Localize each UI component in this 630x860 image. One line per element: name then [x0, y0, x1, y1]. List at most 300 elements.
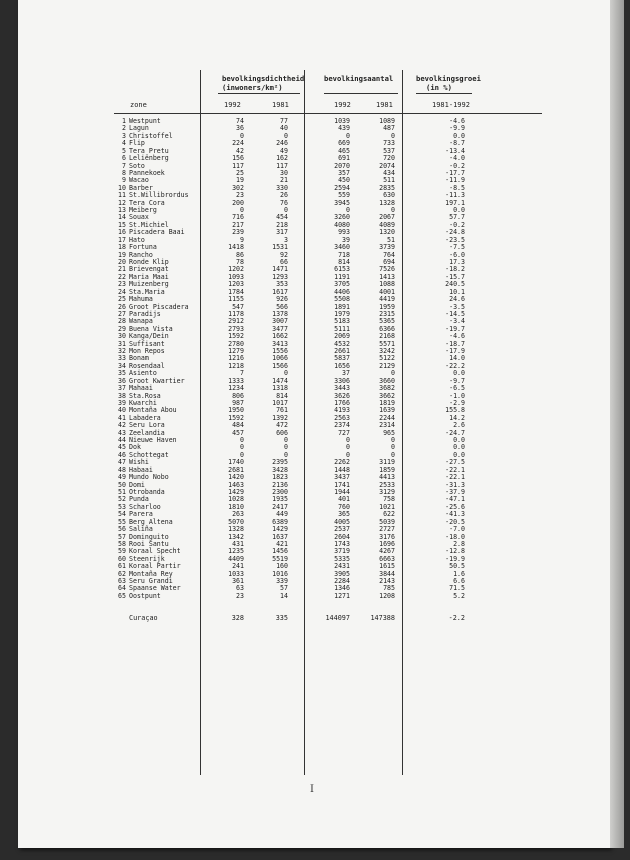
density-1981: 92 — [280, 250, 288, 259]
growth-value: -8.7 — [449, 139, 465, 148]
population-1992: 0 — [346, 131, 350, 140]
total-density-1992: 328 — [231, 614, 244, 622]
row-number: 43 — [118, 428, 126, 437]
table-row — [18, 229, 610, 237]
population-1981: 4413 — [379, 473, 395, 482]
population-1981: 1615 — [379, 562, 395, 571]
growth-value: 14.2 — [449, 413, 465, 422]
population-1992: 3719 — [334, 547, 350, 556]
density-1992: 217 — [232, 220, 244, 229]
zone-name: Schottegat — [129, 450, 169, 459]
growth-value: 2.8 — [453, 539, 465, 548]
growth-value: -24.8 — [445, 228, 465, 237]
population-1981: 2314 — [379, 421, 395, 430]
growth-value: -7.0 — [449, 525, 465, 534]
zone-name: Montaña Abou — [129, 406, 177, 415]
population-1992: 1346 — [334, 584, 350, 593]
zone-header: zone — [130, 101, 147, 109]
population-1992: 3705 — [334, 280, 350, 289]
density-1992: 484 — [232, 421, 244, 430]
population-1981: 5365 — [379, 317, 395, 326]
zone-name: Wanapa — [129, 317, 153, 326]
row-number: 27 — [118, 309, 126, 318]
growth-value: 197.1 — [445, 198, 465, 207]
population-1992: 3437 — [334, 473, 350, 482]
row-number: 12 — [118, 198, 126, 207]
population-1981: 1859 — [379, 465, 395, 474]
population-1992: 3460 — [334, 243, 350, 252]
population-1992: 2069 — [334, 332, 350, 341]
density-1992: 431 — [232, 539, 244, 548]
density-1992: 987 — [232, 398, 244, 407]
table-row — [18, 496, 610, 504]
table-row — [18, 244, 610, 252]
growth-value: -1.0 — [449, 391, 465, 400]
table-row — [18, 355, 610, 363]
density-1981: 3477 — [272, 324, 288, 333]
density-header: bevolkingsdichtheid — [222, 74, 305, 83]
growth-value: 57.7 — [449, 213, 465, 222]
density-1981: 454 — [276, 213, 288, 222]
density-1992: 302 — [232, 183, 244, 192]
zone-name: Kwarchi — [129, 398, 157, 407]
growth-value: 1.6 — [453, 569, 465, 578]
row-number: 51 — [118, 488, 126, 496]
row-number: 33 — [118, 354, 126, 363]
zone-name: Seru Grandi — [129, 577, 173, 586]
density-1981: 1935 — [272, 495, 288, 504]
population-1992: 814 — [338, 257, 350, 266]
growth-value: 50.5 — [449, 562, 465, 571]
population-1992: 2284 — [334, 577, 350, 586]
density-1981: 1556 — [272, 347, 288, 356]
population-1981: 3662 — [379, 391, 395, 400]
row-number: 26 — [118, 302, 126, 311]
growth-value: 0.0 — [453, 131, 465, 140]
row-number: 17 — [118, 235, 126, 244]
density-1992: 1784 — [228, 287, 244, 296]
population-1992: 1656 — [334, 361, 350, 370]
row-number: 1 — [122, 117, 126, 125]
row-number: 5 — [122, 146, 126, 155]
zone-name: Wacao — [129, 176, 149, 185]
population-1981: 2074 — [379, 161, 395, 170]
row-number: 59 — [118, 547, 126, 556]
density-1992: 1093 — [228, 272, 244, 281]
density-1992: 806 — [232, 391, 244, 400]
density-1981: 162 — [276, 154, 288, 163]
population-1992: 727 — [338, 428, 350, 437]
growth-value: -41.3 — [445, 510, 465, 519]
population-1981: 965 — [383, 428, 395, 437]
table-row — [18, 437, 610, 445]
population-1992: 559 — [338, 191, 350, 200]
zone-name: Rancho — [129, 250, 153, 259]
table-row — [18, 363, 610, 371]
density-1992: 716 — [232, 213, 244, 222]
density-1981: 1617 — [272, 287, 288, 296]
row-number: 13 — [118, 206, 126, 215]
growth-value: -17.7 — [445, 168, 465, 177]
population-1992: 1743 — [334, 539, 350, 548]
density-1992: 1420 — [228, 473, 244, 482]
growth-value: -0.2 — [449, 161, 465, 170]
density-1981: 1474 — [272, 376, 288, 385]
table-row — [18, 170, 610, 178]
population-1992: 718 — [338, 250, 350, 259]
growth-value: -3.5 — [449, 302, 465, 311]
table-row — [18, 541, 610, 549]
growth-value: -12.8 — [445, 547, 465, 556]
population-1981: 2727 — [379, 525, 395, 534]
row-number: 34 — [118, 361, 126, 370]
density-1992: 1592 — [228, 413, 244, 422]
table-row — [18, 289, 610, 297]
population-1981: 2168 — [379, 332, 395, 341]
density-1981: 3428 — [272, 465, 288, 474]
zone-name: Wishi — [129, 458, 149, 467]
row-number: 38 — [118, 391, 126, 400]
growth-value: 0.0 — [453, 436, 465, 445]
density-1981: 1566 — [272, 361, 288, 370]
density-1981: 40 — [280, 124, 288, 133]
table-row — [18, 266, 610, 274]
row-number: 6 — [122, 154, 126, 163]
population-underline — [324, 93, 398, 94]
growth-value: -22.1 — [445, 465, 465, 474]
density-1992: 1342 — [228, 532, 244, 541]
table-row — [18, 214, 610, 222]
growth-value: 0.0 — [453, 450, 465, 459]
zone-name: Groot Kwartier — [129, 376, 185, 385]
growth-value: -6.0 — [449, 250, 465, 259]
density-1992: 42 — [236, 146, 244, 155]
zone-name: Souax — [129, 213, 149, 222]
growth-value: -9.9 — [449, 124, 465, 133]
table-row — [18, 511, 610, 519]
density-1992: 457 — [232, 428, 244, 437]
zone-name: Pannekoek — [129, 168, 165, 177]
zone-name: Koraal Partir — [129, 562, 181, 571]
row-number: 44 — [118, 436, 126, 445]
row-number: 40 — [118, 406, 126, 415]
zone-name: Montaña Rey — [129, 569, 173, 578]
growth-value: 24.6 — [449, 295, 465, 304]
row-number: 23 — [118, 280, 126, 289]
growth-value: 240.5 — [445, 280, 465, 289]
growth-value: -4.0 — [449, 154, 465, 163]
population-1992: 2070 — [334, 161, 350, 170]
density-1992: 1028 — [228, 495, 244, 504]
row-number: 39 — [118, 398, 126, 407]
row-number: 54 — [118, 510, 126, 519]
density-1992: 241 — [232, 562, 244, 571]
population-1992: 3260 — [334, 213, 350, 222]
population-1981: 511 — [383, 176, 395, 185]
growth-value: 0.0 — [453, 369, 465, 378]
population-1981: 3844 — [379, 569, 395, 578]
zone-name: Tera Pretu — [129, 146, 169, 155]
density-1992: 1429 — [228, 488, 244, 496]
population-1981: 0 — [391, 369, 395, 378]
density-1981: 246 — [276, 139, 288, 148]
population-1981: 5122 — [379, 354, 395, 363]
density-1992: 239 — [232, 228, 244, 237]
population-1981: 2129 — [379, 361, 395, 370]
growth-value: -8.5 — [449, 183, 465, 192]
growth-value: -18.0 — [445, 532, 465, 541]
density-1992: 1178 — [228, 309, 244, 318]
zone-name: Leliënberg — [129, 154, 169, 163]
density-1992: 0 — [240, 443, 244, 452]
zone-name: Spaanse Water — [129, 584, 181, 593]
row-number: 61 — [118, 562, 126, 571]
population-1981: 758 — [383, 495, 395, 504]
table-row — [18, 534, 610, 542]
population-1981: 2315 — [379, 309, 395, 318]
density-1992: 25 — [236, 168, 244, 177]
table-row — [18, 348, 610, 356]
population-1981: 0 — [391, 450, 395, 459]
population-1992: 0 — [346, 436, 350, 445]
density-1992-header: 1992 — [224, 101, 241, 109]
growth-value: 14.0 — [449, 354, 465, 363]
row-number: 10 — [118, 183, 126, 192]
zone-name: Paradijs — [129, 309, 161, 318]
density-1981: 2300 — [272, 488, 288, 496]
row-number: 45 — [118, 443, 126, 452]
zone-name: Domi — [129, 480, 145, 489]
density-1981: 1823 — [272, 473, 288, 482]
population-1992: 450 — [338, 176, 350, 185]
row-number: 28 — [118, 317, 126, 326]
density-1992: 0 — [240, 436, 244, 445]
population-1992: 6153 — [334, 265, 350, 274]
population-1992: 4005 — [334, 517, 350, 526]
density-1992: 1418 — [228, 243, 244, 252]
population-1981: 4419 — [379, 295, 395, 304]
population-1981: 4267 — [379, 547, 395, 556]
density-1992: 4409 — [228, 554, 244, 563]
table-row — [18, 548, 610, 556]
density-1981: 926 — [276, 295, 288, 304]
growth-value: -11.9 — [445, 176, 465, 185]
table-row — [18, 259, 610, 267]
population-1992: 669 — [338, 139, 350, 148]
table-row — [18, 467, 610, 475]
density-1981: 30 — [280, 168, 288, 177]
row-number: 11 — [118, 191, 126, 200]
table-row — [18, 526, 610, 534]
growth-value: -19.9 — [445, 554, 465, 563]
population-1981: 6663 — [379, 554, 395, 563]
density-unit: (inwoners/km²) — [222, 83, 283, 92]
population-1992: 0 — [346, 206, 350, 215]
total-density-1981: 335 — [275, 614, 288, 622]
header-rule — [114, 113, 542, 114]
growth-unit: (in %) — [426, 83, 452, 92]
growth-value: -22.1 — [445, 473, 465, 482]
zone-name: Nieuwe Haven — [129, 436, 177, 445]
zone-name: Rosendaal — [129, 361, 165, 370]
table-row — [18, 333, 610, 341]
population-1981: 1696 — [379, 539, 395, 548]
density-1992: 74 — [236, 117, 244, 125]
zone-name: Mahaai — [129, 384, 153, 393]
density-1992: 2780 — [228, 339, 244, 348]
zone-name: Fortuna — [129, 243, 157, 252]
growth-value: -37.9 — [445, 488, 465, 496]
population-1981: 5039 — [379, 517, 395, 526]
growth-value: -27.5 — [445, 458, 465, 467]
growth-value: -11.3 — [445, 191, 465, 200]
zone-name: Piscadera Baai — [129, 228, 185, 237]
population-1981: 764 — [383, 250, 395, 259]
table-row — [18, 304, 610, 312]
population-1981: 2067 — [379, 213, 395, 222]
growth-value: 17.3 — [449, 257, 465, 266]
growth-value: 2.6 — [453, 421, 465, 430]
density-1992: 23 — [236, 191, 244, 200]
growth-value: 0.0 — [453, 443, 465, 452]
table-row — [18, 489, 610, 497]
population-1992: 4406 — [334, 287, 350, 296]
population-1981: 785 — [383, 584, 395, 593]
population-1992: 2431 — [334, 562, 350, 571]
density-1992: 1216 — [228, 354, 244, 363]
row-number: 18 — [118, 243, 126, 252]
density-1992: 200 — [232, 198, 244, 207]
row-number: 65 — [118, 591, 126, 600]
population-1981: 3129 — [379, 488, 395, 496]
table-row — [18, 192, 610, 200]
density-1992: 1202 — [228, 265, 244, 274]
population-1981: 720 — [383, 154, 395, 163]
population-1992: 3626 — [334, 391, 350, 400]
population-1992: 5335 — [334, 554, 350, 563]
zone-name: Muizenberg — [129, 280, 169, 289]
population-1992: 2537 — [334, 525, 350, 534]
growth-value: -13.4 — [445, 146, 465, 155]
row-number: 29 — [118, 324, 126, 333]
row-number: 49 — [118, 473, 126, 482]
row-number: 48 — [118, 465, 126, 474]
table-row — [18, 578, 610, 586]
row-number: 63 — [118, 577, 126, 586]
density-1981: 160 — [276, 562, 288, 571]
table-row — [18, 430, 610, 438]
density-1981: 21 — [280, 176, 288, 185]
population-1992: 39 — [342, 235, 350, 244]
density-1992: 23 — [236, 591, 244, 600]
table-row — [18, 125, 610, 133]
growth-value: 6.6 — [453, 577, 465, 586]
zone-name: Hato — [129, 235, 145, 244]
population-1992: 439 — [338, 124, 350, 133]
table-row — [18, 318, 610, 326]
population-1981: 2835 — [379, 183, 395, 192]
growth-value: -47.1 — [445, 495, 465, 504]
population-1981: 3682 — [379, 384, 395, 393]
density-1992: 1155 — [228, 295, 244, 304]
table-row — [18, 459, 610, 467]
population-1992: 2563 — [334, 413, 350, 422]
density-1981: 317 — [276, 228, 288, 237]
population-1981: 537 — [383, 146, 395, 155]
zone-name: Parera — [129, 510, 153, 519]
density-1992: 1463 — [228, 480, 244, 489]
population-1992: 1271 — [334, 591, 350, 600]
table-row — [18, 140, 610, 148]
zone-name: Saliña — [129, 525, 153, 534]
row-number: 4 — [122, 139, 126, 148]
row-number: 16 — [118, 228, 126, 237]
density-1981: 339 — [276, 577, 288, 586]
density-1981: 814 — [276, 391, 288, 400]
table-row — [18, 148, 610, 156]
zone-name: Koraal Specht — [129, 547, 181, 556]
row-number: 22 — [118, 272, 126, 281]
zone-name: Suffisant — [129, 339, 165, 348]
document-page — [18, 0, 610, 848]
row-number: 31 — [118, 339, 126, 348]
density-1992: 63 — [236, 584, 244, 593]
population-1992: 993 — [338, 228, 350, 237]
row-number: 56 — [118, 525, 126, 534]
population-1992: 1191 — [334, 272, 350, 281]
row-number: 25 — [118, 295, 126, 304]
population-header: bevolkingsaantal — [324, 74, 394, 83]
table-row — [18, 400, 610, 408]
population-1992: 37 — [342, 369, 350, 378]
density-underline — [218, 93, 300, 94]
population-1981: 694 — [383, 257, 395, 266]
density-1992: 1740 — [228, 458, 244, 467]
growth-value: -23.5 — [445, 235, 465, 244]
table-row — [18, 207, 610, 215]
density-1981: 5519 — [272, 554, 288, 563]
row-number: 9 — [122, 176, 126, 185]
density-1992: 1333 — [228, 376, 244, 385]
density-1992: 1235 — [228, 547, 244, 556]
population-1992: 5183 — [334, 317, 350, 326]
growth-value: 155.8 — [445, 406, 465, 415]
row-number: 50 — [118, 480, 126, 489]
table-row — [18, 474, 610, 482]
population-1992: 365 — [338, 510, 350, 519]
population-1981: 3176 — [379, 532, 395, 541]
zone-name: Oostpunt — [129, 591, 161, 600]
zone-name: Barber — [129, 183, 153, 192]
population-1981: 733 — [383, 139, 395, 148]
density-1992: 1203 — [228, 280, 244, 289]
population-1992: 1448 — [334, 465, 350, 474]
zone-name: Habaai — [129, 465, 153, 474]
table-row — [18, 296, 610, 304]
zone-name: Dok — [129, 443, 141, 452]
density-1992: 1234 — [228, 384, 244, 393]
zone-name: Mundo Nobo — [129, 473, 169, 482]
density-1981: 1293 — [272, 272, 288, 281]
zone-name: Maria Maai — [129, 272, 169, 281]
row-number: 47 — [118, 458, 126, 467]
page-edge — [610, 0, 624, 848]
zone-name: Kanga/Dein — [129, 332, 169, 341]
density-1992: 117 — [232, 161, 244, 170]
zone-name: Flip — [129, 139, 145, 148]
zone-name: Berg Altena — [129, 517, 173, 526]
row-number: 21 — [118, 265, 126, 274]
